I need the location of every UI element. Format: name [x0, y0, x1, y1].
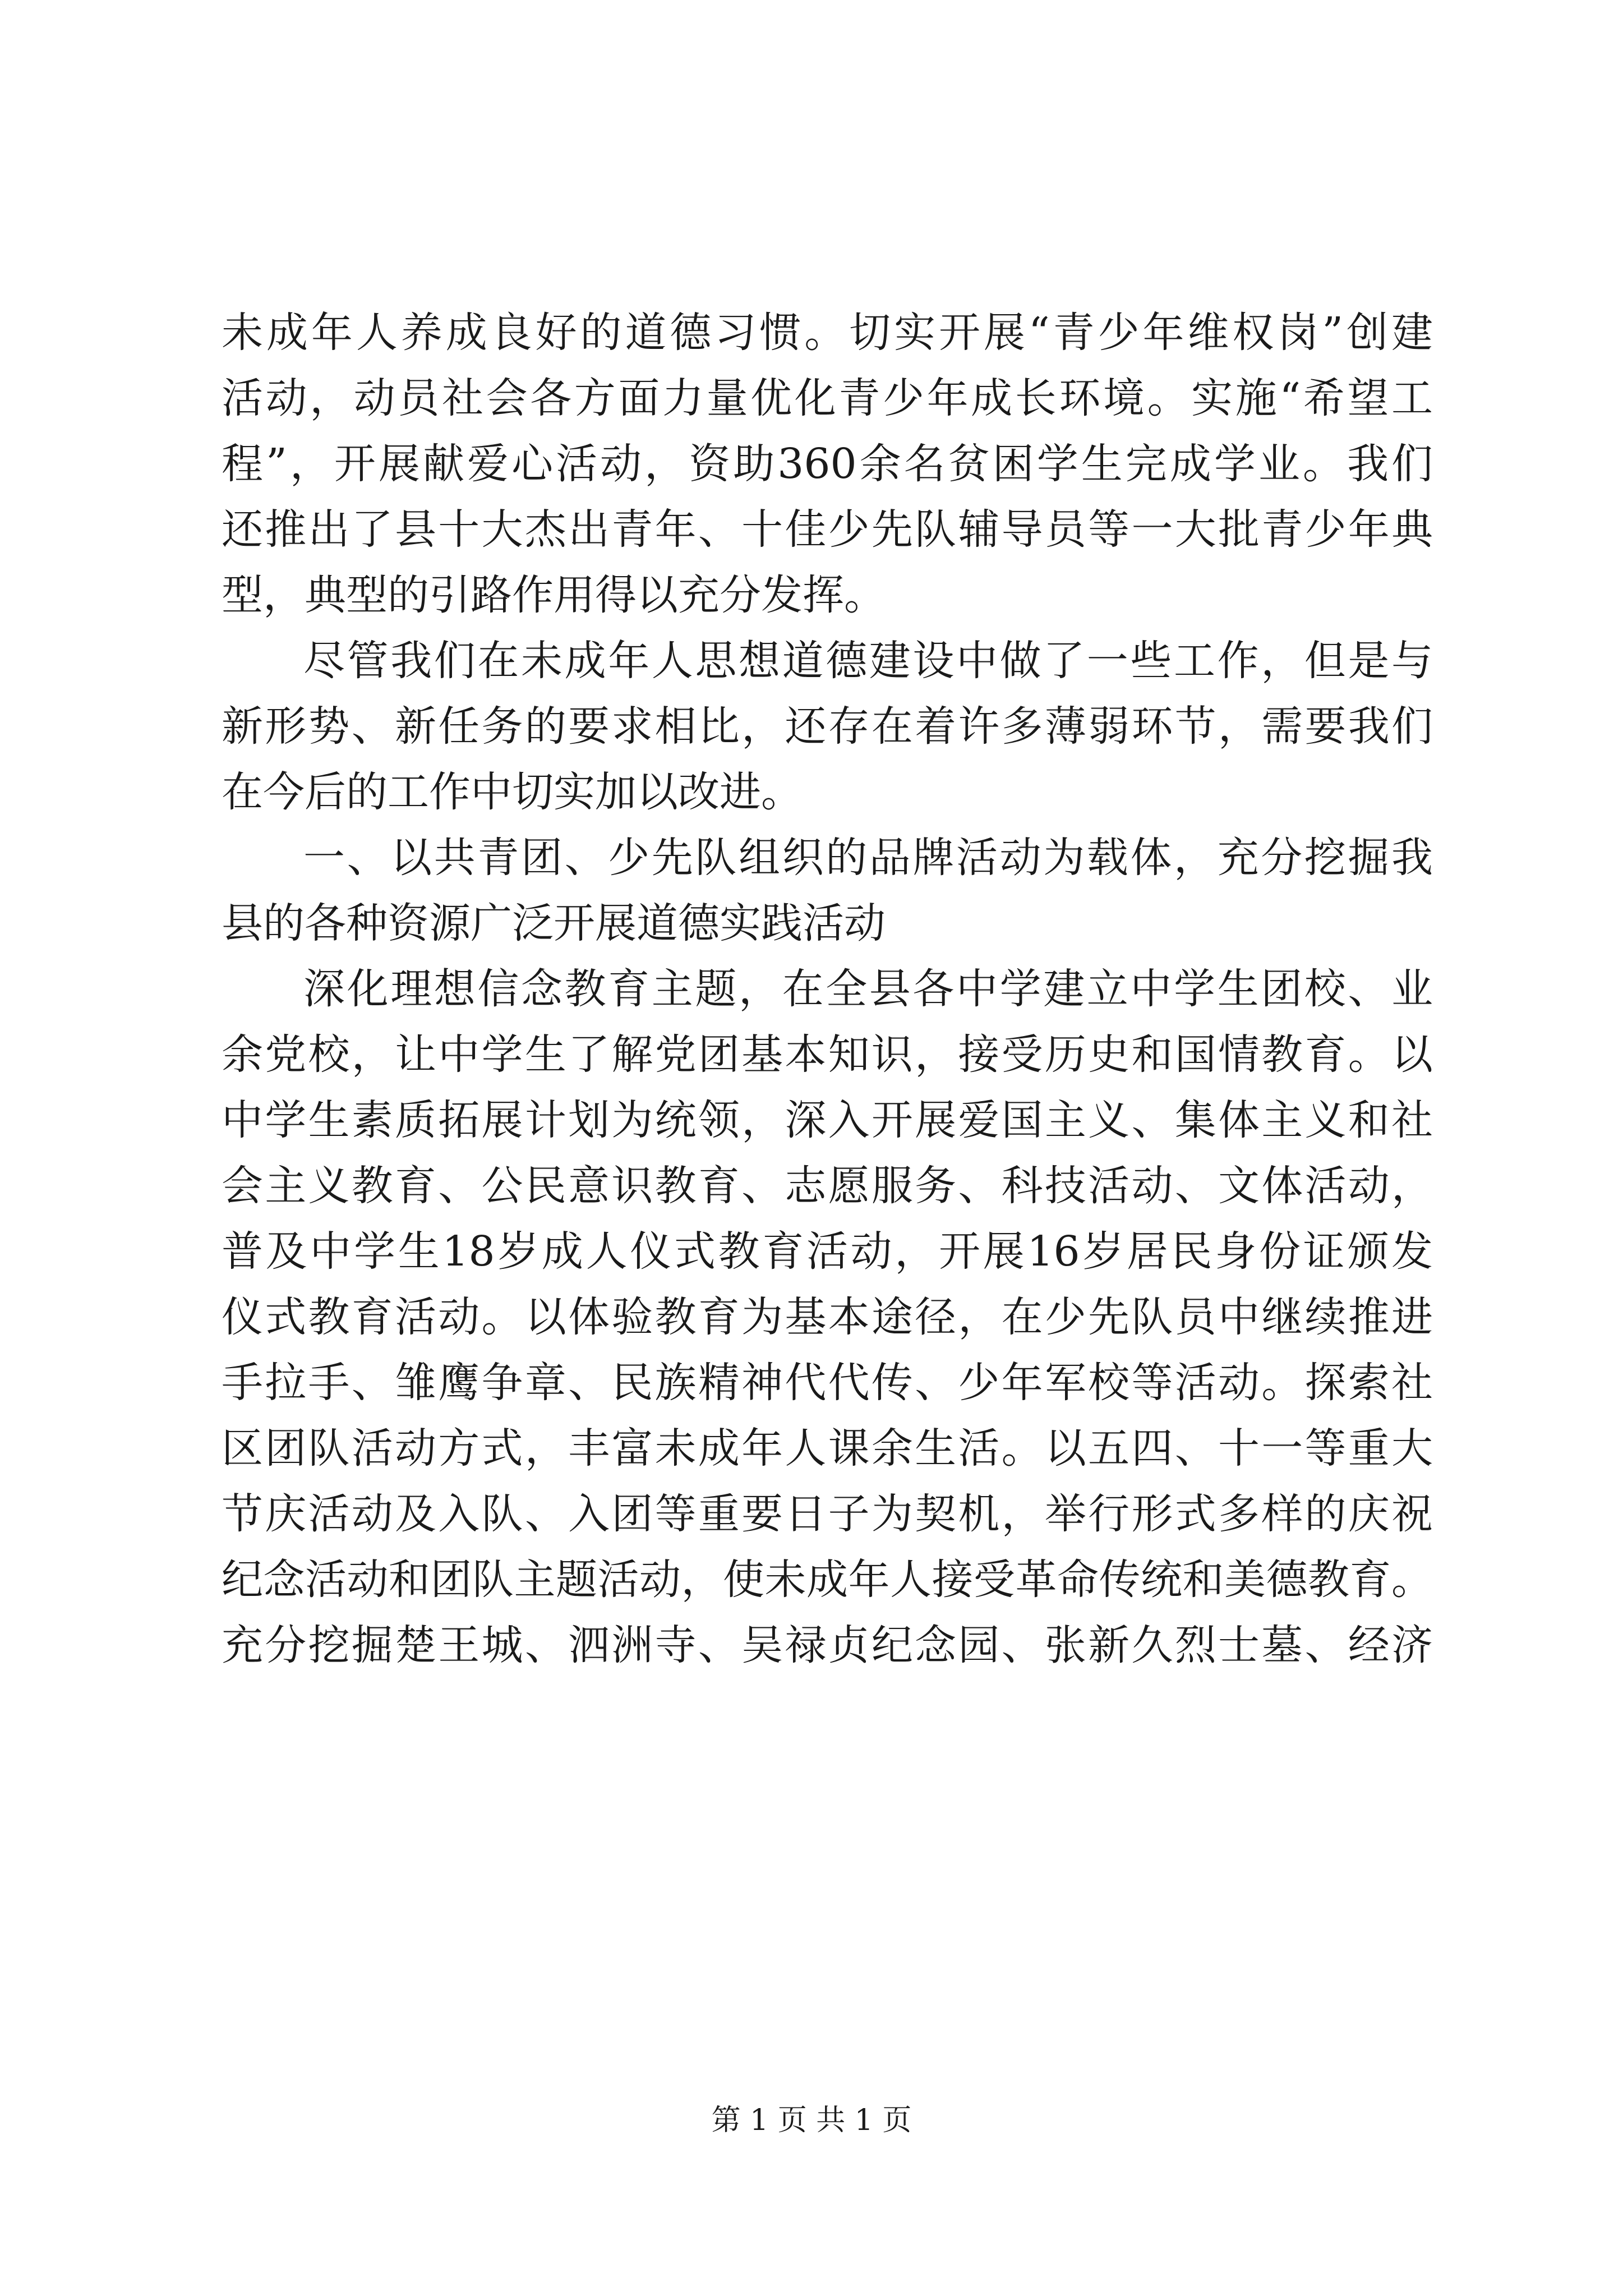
heading-line: 县的各种资源广泛开展道德实践活动 [222, 899, 886, 947]
text-line: 余党校，让中学生了解党团基本知识，接受历史和国情教育。以 [222, 1030, 1433, 1079]
text-line: 程”，开展献爱心活动，资助360余名贫困学生完成学业。我们 [222, 440, 1433, 488]
paragraph-2 [222, 628, 1433, 825]
paragraph-3 [222, 956, 1433, 1678]
document-body [222, 300, 1433, 1678]
text-line: 深化理想信念教育主题，在全县各中学建立中学生团校、业 [303, 965, 1433, 1013]
text-line: 中学生素质拓展计划为统领，深入开展爱国主义、集体主义和社 [222, 1096, 1433, 1144]
text-line: 节庆活动及入队、入团等重要日子为契机，举行形式多样的庆祝 [222, 1490, 1433, 1538]
text-line: 仪式教育活动。以体验教育为基本途径，在少先队员中继续推进 [222, 1293, 1433, 1341]
text-line: 新形势、新任务的要求相比，还存在着许多薄弱环节，需要我们 [222, 702, 1433, 751]
text-line: 型，典型的引路作用得以充分发挥。 [222, 571, 886, 619]
text-line: 充分挖掘楚王城、泗洲寺、吴禄贞纪念园、张新久烈士墓、经济 [222, 1621, 1433, 1669]
text-line: 会主义教育、公民意识教育、志愿服务、科技活动、文体活动， [222, 1162, 1433, 1210]
text-line: 还推出了县十大杰出青年、十佳少先队辅导员等一大批青少年典 [222, 505, 1433, 554]
text-line: 活动，动员社会各方面力量优化青少年成长环境。实施“希望工 [222, 374, 1433, 422]
section-heading-1 [222, 825, 1433, 956]
page-footer: 第 1 页 共 1 页 [711, 2104, 912, 2137]
text-line: 在今后的工作中切实加以改进。 [222, 768, 803, 816]
paragraph-1 [222, 300, 1433, 628]
heading-line: 一、以共青团、少先队组织的品牌活动为载体，充分挖掘我 [303, 834, 1433, 882]
text-line: 尽管我们在未成年人思想道德建设中做了一些工作，但是与 [303, 637, 1433, 685]
text-line: 未成年人养成良好的道德习惯。切实开展“青少年维权岗”创建 [222, 309, 1433, 357]
text-line: 普及中学生18岁成人仪式教育活动，开展16岁居民身份证颁发 [222, 1227, 1433, 1276]
text-line: 手拉手、雏鹰争章、民族精神代代传、少年军校等活动。探索社 [222, 1359, 1433, 1407]
text-line: 纪念活动和团队主题活动，使未成年人接受革命传统和美德教育。 [222, 1556, 1433, 1604]
text-line: 区团队活动方式，丰富未成年人课余生活。以五四、十一等重大 [222, 1424, 1433, 1473]
